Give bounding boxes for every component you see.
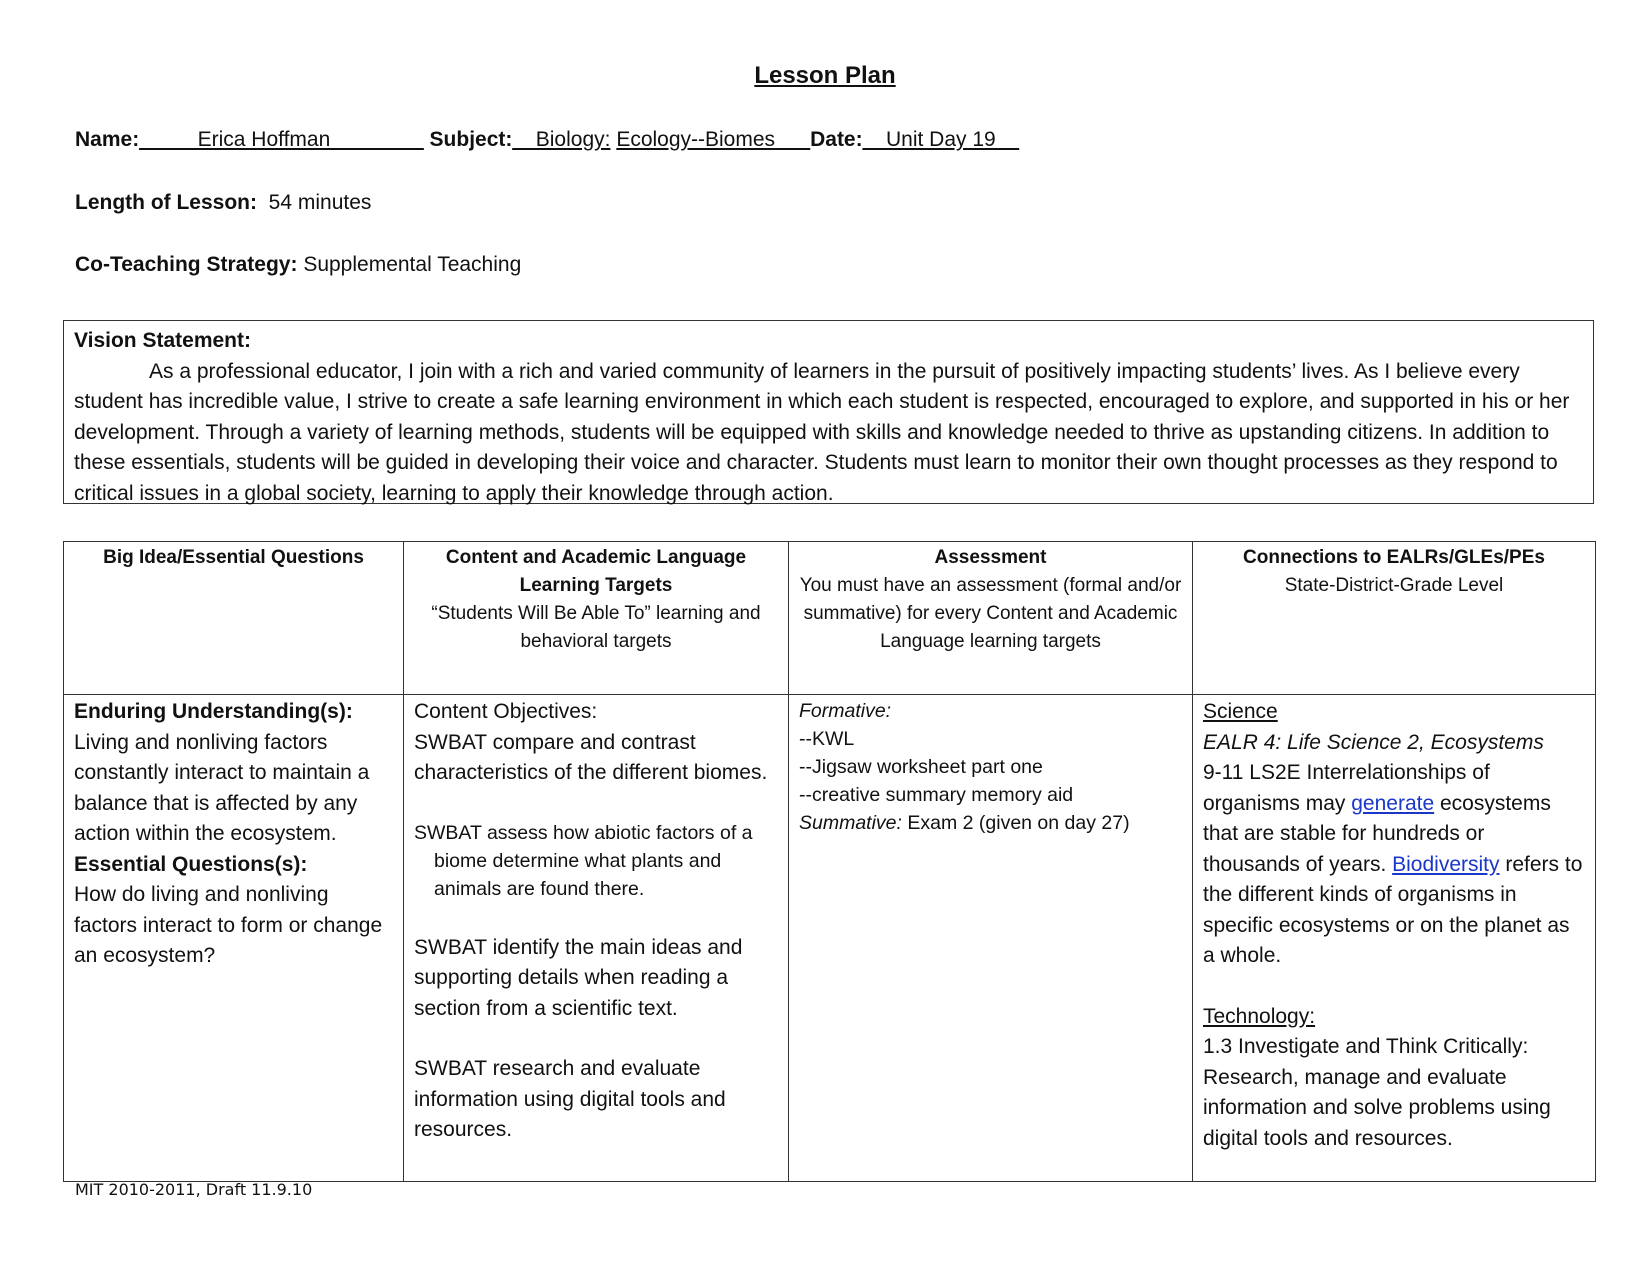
header-cell-assessment — [789, 542, 1193, 695]
col4-subtitle: State-District-Grade Level — [1284, 575, 1504, 596]
page-title: Lesson Plan — [754, 62, 896, 89]
col4-title: Connections to EALRs/GLEs/PEs — [1243, 547, 1545, 568]
essential-label: Essential Questions(s): — [74, 852, 308, 876]
subject-label: Subject: — [429, 128, 513, 151]
name-label: Name: — [75, 128, 140, 151]
header-cell-connections — [1193, 542, 1596, 695]
connections-cell — [1193, 695, 1596, 1182]
subject-value-2: Ecology--Biomes — [616, 128, 776, 151]
content-label: Content Objectives: — [414, 700, 598, 723]
biodiversity-link[interactable]: Biodiversity — [1392, 852, 1500, 876]
strategy-line — [75, 253, 521, 277]
generate-link[interactable]: generate — [1351, 791, 1435, 815]
vision-label: Vision Statement: — [74, 329, 251, 352]
objective-2: SWBAT assess how abiotic factors of a biome determine what plants and animals are found there. — [414, 821, 753, 900]
col2-subtitle: “Students Will Be Able To” learning and behavioral targets — [431, 603, 761, 652]
assessment-item-jigsaw: --Jigsaw worksheet part one — [799, 756, 1043, 778]
name-value: _____Erica Hoffman________ — [139, 128, 424, 151]
enduring-label: Enduring Understanding(s): — [74, 700, 353, 723]
formative-label: Formative: — [799, 700, 892, 722]
objective-1: SWBAT compare and contrast characteristics of the different biomes. — [414, 730, 768, 784]
header-cell-big-idea — [64, 542, 404, 695]
assessment-cell — [789, 695, 1193, 1182]
length-label: Length of Lesson: — [75, 191, 257, 214]
header-info-line — [75, 128, 1019, 152]
header-cell-content — [404, 542, 789, 695]
technology-label: Technology: — [1203, 1004, 1316, 1028]
summative-line — [799, 809, 1182, 837]
assessment-item-summary: --creative summary memory aid — [799, 784, 1074, 806]
assessment-item-kwl: --KWL — [799, 728, 855, 750]
objective-4: SWBAT research and evaluate information using digital tools and resources. — [414, 1057, 726, 1141]
ealr-line: EALR 4: Life Science 2, Ecosystems — [1203, 730, 1544, 754]
col2-title: Content and Academic Language Learning Targets — [445, 547, 747, 596]
date-label: Date: — [810, 128, 863, 151]
vision-statement-box — [63, 320, 1594, 504]
standard-text: 9-11 LS2E Interrelationships of organisms may generate ecosystems that are stable for hundreds or thousands of years. Biodiversity refers to the different kinds of organisms in specific ecosystems or on the planet as a whole. — [1203, 761, 1583, 967]
strategy-label: Co-Teaching Strategy: — [75, 253, 298, 276]
strategy-value: Supplemental Teaching — [303, 253, 522, 276]
summative-label: Summative: — [799, 812, 902, 834]
objective-3: SWBAT identify the main ideas and supporting details when reading a section from a scientific text. — [414, 935, 743, 1020]
summative-text: Exam 2 (given on day 27) — [907, 812, 1130, 834]
vision-text: As a professional educator, I join with a rich and varied community of learners in the pursuit of positively impacting students’ lives. As I believe every student has incredible value, I strive to create a safe learning environment in which each student is respected, encouraged to explore, and supported in his or her development. Through a variety of learning methods, students will be equipped with skills and knowledge needed to thrive as upstanding citizens. In addition to these essentials, students will be guided in developing their voice and character. Students must learn to monitor their own thought processes as they respond to critical issues in a global society, learning to apply their knowledge through action. — [74, 359, 1570, 505]
content-objectives-cell — [404, 695, 789, 1182]
table-body-row — [64, 695, 1596, 1182]
col3-title: Assessment — [934, 547, 1047, 568]
date-value: __Unit Day 19__ — [862, 128, 1020, 151]
length-value: 54 minutes — [268, 191, 372, 214]
col3-subtitle: You must have an assessment (formal and/or summative) for every Content and Academic Language learning targets — [799, 575, 1182, 652]
table-header-row — [64, 542, 1596, 695]
subject-value-1: __Biology: — [512, 128, 611, 151]
essential-text: How do living and nonliving factors interact to form or change an ecosystem? — [74, 883, 383, 967]
footer-note: MIT 2010-2011, Draft 11.9.10 — [75, 1180, 313, 1199]
col1-title: Big Idea/Essential Questions — [103, 547, 364, 568]
big-idea-cell — [64, 695, 404, 1182]
subject-value-3: ___ — [775, 128, 811, 151]
technology-text: 1.3 Investigate and Think Critically: Research, manage and evaluate information and solve problems using digital tools and resources. — [1203, 1035, 1551, 1150]
lesson-plan-table — [63, 541, 1596, 1182]
science-label: Science — [1203, 700, 1278, 723]
length-line — [75, 191, 371, 215]
enduring-text: Living and nonliving factors constantly interact to maintain a balance that is affected by any action within the ecosystem. — [74, 730, 370, 845]
